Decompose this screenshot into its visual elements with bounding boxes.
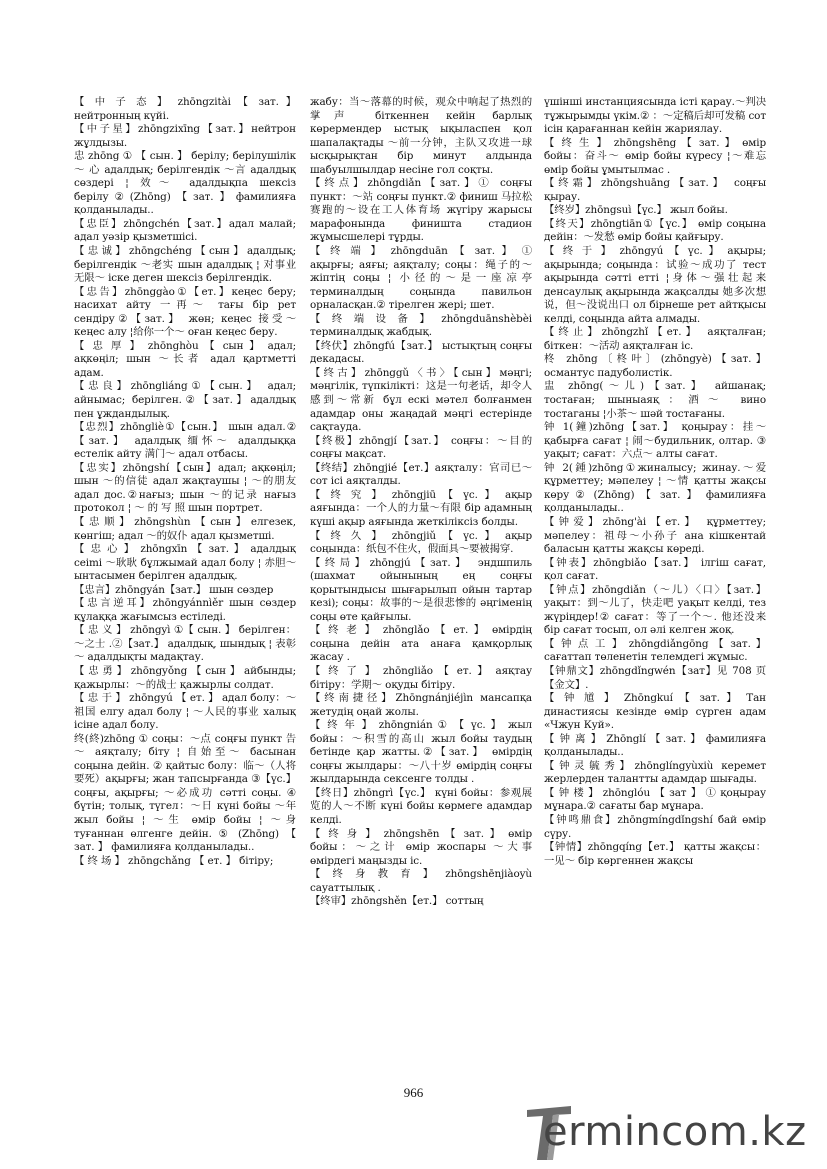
dictionary-entry: 【终天】zhōngtiān①【үс.】 өмір соңына дейін：～发愁 өмір бойы қайғыру. <box>544 217 766 244</box>
dictionary-entry: 盅 zhōng(～儿)【зат.】 айшанақ; тостаған; шыныаяқ：酒～ вино тостаганы ¦小茶～ шәй тостағаны. <box>544 380 766 420</box>
dictionary-entry: 【终极】zhōngjí【зат.】 соңғы：～目的 соңғы мақсат. <box>310 434 532 461</box>
dictionary-entry: 【钟爱】zhōng'ài【ет.】 құрметтеу; мәпелеу：祖母～小孙子 ана кішкентай баласын қатты жақсы көреді. <box>544 515 766 556</box>
dictionary-entry: 忠 zhōng ① 【 сын. 】 берілу; берілушілік ～ 心 адалдық; берілгендік ～言 адалдық сөздері ¦ 效～ адалдықпа шексіз берілу②(Zhōng)【зат.】фамилияға қолданылады.. <box>74 150 296 217</box>
dictionary-entry: 【 终 场 】 zhōngchǎng 【 ет. 】 бітіру; <box>74 854 274 867</box>
dictionary-entry: 【钟情】zhōngqíng【ет.】 қатты жақсы：一见～ бір көргеннен жақсы <box>544 841 766 867</box>
dictionary-entry: 【终结】zhōngjié【ет.】аяқталу：官司已～ сот ісі аяқталды. <box>310 461 532 488</box>
dictionary-entry: 【忠顺】zhōngshùn【сын】елгезек, көнгіш; адал ～的奴仆 адал қызметші. <box>74 515 296 542</box>
dictionary-entry: 【 钟 点 工 】 zhōngdiǎngōng 【 зат. 】 сағаттап төленетін телемдегі жұмыс. <box>544 637 766 664</box>
dictionary-entry: 【终止】zhōngzhǐ【ет.】 аяқталған; біткен：～活动 аяқталған іс. <box>544 326 766 352</box>
dictionary-entry: 柊 zhōng〔柊叶〕(zhōngyè)【зат.】 османтус падуболистік. <box>544 353 766 379</box>
dictionary-entry: 【 忠 心 】 zhōngxīn 【 зат. 】 адалдық сеimі ～耿耿 бұлжымай адал болу ¦ 赤胆～ ынтасымен берілген адалдық. <box>74 543 296 583</box>
column-right <box>544 96 766 1064</box>
dictionary-entry: 【终岁】zhōngsuì【үс.】 жыл бойы. <box>544 204 728 217</box>
dictionary-entry: 【 忠 义 】 zhōngyì ①【 сын. 】 берілген：～之士 .②【зат.】 адалдық, шындық ¦ 表彰～ адалдықты мадақтау. <box>74 624 296 664</box>
dictionary-entry: 【钟鸣鼎食】zhōngmíngdǐngshí бай өмір сүру. <box>544 813 766 840</box>
dictionary-entry: 【终伏】zhōngfú【зат.】 ыстықтың соңғы декадасы. <box>310 339 532 366</box>
column-middle <box>310 96 532 1064</box>
dictionary-entry: 终(終)zhōng ① соңы：～点 соңғы пункт 告～ аяқталу; біту ¦ 自始至～ басынан соңына дейін. ② қайтыс болу：临～（人将要死）ақырғы; жан тапсырғанда ③【үс.】 соңғы, ақырғы; ～必成功 сәтті соңы. ④ бүтін; толық, түгел：～日 күні бойы ～年 жыл бойы ¦ ～生 өмір бойы ¦ ～身 туғаннан өлгенге дейін. ⑤ (Zhōng) 【 зат. 】 фамилияға қолданылады.. <box>74 732 296 854</box>
dictionary-entry: 【 终 究 】 zhōngjiū 【 үс. 】 ақыр аяғында：一个人的力量～有限 бір адамның күші ақыр аяғында жеткіліксіз болды. <box>310 488 532 528</box>
dictionary-entry: 【 终 身 】 zhōngshēn 【 зат. 】 өмір бойы：～之计 өмір жоспары ～大事 өмірдегі маңызды іс. <box>310 827 532 867</box>
dictionary-entry: 钟 2(鍾)zhōng①жиналысу; жинау.～爱 құрметтеу; мәпелеу ¦ ～情 қатты жақсы көру ② (Zhōng) 【 зат. 】 фамилияға қолданылады.. <box>544 461 766 515</box>
dictionary-entry: 【 终 端 】 zhōngduān 【 зат. 】 ① ақырғы; аяғы; аяқталу; соңы：绳子的～ жіптің соңы ¦ 小径的～是一座凉亭 терминалдың соңында павильон орналасқан.② тірелген жері; шет. <box>310 245 532 312</box>
dictionary-entry: 【终局】zhōngjú【зат.】 эндшпиль (шахмат ойынының ең соңғы қорытындысы шығарылып ойын тартар кезі); соңы：故事的～是很悲惨的 әңгіменің соңы өте қайғылы. <box>310 556 532 623</box>
dictionary-entry: 【终审】zhōngshěn【ет.】 соттың <box>310 895 484 908</box>
dictionary-entry: 【忠言逆耳】zhōngyánnìěr шын сөздер құлаққа жағымсыз естіледі. <box>74 597 296 623</box>
dictionary-entry: 【终日】zhōngrì【үс.】 күні бойы：参观展览的人～不断 күні бойы көрмеге адамдар келді. <box>310 786 532 826</box>
dictionary-entry: 【 终 生 】 zhōngshēng 【 зат. 】 өмір бойы：奋斗～ өмір бойы күресу ¦～难忘 өмір бойы ұмытылмас . <box>544 136 766 176</box>
dictionary-entry: 【忠臣】zhōngchén【зат.】адал малай; адал уәзір қызметшісі. <box>74 217 296 244</box>
logo-text: ermincom.kz <box>543 1109 807 1155</box>
dictionary-entry: 【钟点】zhōngdiǎn（～儿）〈口〉【зат.】 уақыт：到～儿了，快走吧 уақыт келді, тез жүріңдер!② сағат：等了一个～. 他还没来 бір сағат тосып, ол әлі келген жоқ. <box>544 583 766 637</box>
dictionary-entry: 【忠诚】zhōngchéng【сын】адалдық; берілгендік ～老实 шын адалдық ¦ 对事业无限～ іске деген шексіз берілгендік. <box>74 245 296 285</box>
dictionary-entry: 【忠言】zhōngyán【зат.】 шын сөздер <box>74 583 274 596</box>
dictionary-entry: 【 终 了 】 zhōngliǎo 【 ет. 】 аяқтау бітіру：学期～ оқуды бітіру. <box>310 664 532 691</box>
dictionary-entry: 【钟楼】zhōnglóu【зат】①қоңырау мұнара.② сағаты бар мұнара. <box>544 786 766 813</box>
dictionary-entry: 【忠实】zhōngshí【сын】адал; ақкөңіл; шын ～的信徒 адал жақтаушы ¦ ～的朋友 адал дос.②нағыз; шын ～的记录 нағыз протокол ¦ ～ 的 写 照 шын портрет. <box>74 461 296 515</box>
dictionary-entry: 【钟鼎文】zhōngdǐngwén【зат】见 708 页【金文】. <box>544 664 766 691</box>
column-left <box>74 96 296 1064</box>
dictionary-entry: 【忠烈】zhōngliè①【сын.】 шын адал.②【зат.】 адалдық 缅怀～ адалдыққа естелік айту 满门～ адал отбасы. <box>74 421 296 461</box>
dictionary-entry: 【 钟 离 】 Zhōnglí 【 зат. 】 фамилияға қолданылады.. <box>544 732 766 759</box>
dictionary-entry: 【 终 身 教 育 】 zhōngshēnjiàoyù сауаттылық . <box>310 868 532 894</box>
dictionary-entry: 【 终 端 设 备 】 zhōngduānshèbèi терминалдық жабдық. <box>310 312 532 339</box>
dictionary-entry: 【终南捷径】Zhōngnánjiéjìn мансапқа жетудің оңай жолы. <box>310 692 532 718</box>
dictionary-entry: 【终霜】zhōngshuāng【зат.】 соңғы қырау. <box>544 177 766 203</box>
dictionary-entry: жабу：当～落幕的时候，观众中响起了热烈的掌声 біткеннен кейін барлық көрермендер ыстық ықыласпен қол шапалақтады ～前一分钟，主队又攻进一球 ысқырықтан бір минут алдында шабуылшылдар несіне гол соқты. <box>310 96 532 176</box>
dictionary-entry: 【中子星】zhōngzixīng【зат.】нейтрон жұлдызы. <box>74 123 296 149</box>
dictionary-entry: 【钟灵毓秀】zhōnglíngyùxiù керемет жерлерден талантты адамдар шығады. <box>544 759 766 786</box>
page-number: 966 <box>403 1085 424 1100</box>
dictionary-entry: үшінші инстанциясында істі қарау.～判决 тұжырымды үкім.② ：～定稿后却可发稿 сот ісін қарағаннан кейін жариялау. <box>544 96 766 136</box>
dictionary-entry: 【 忠 厚 】 zhōnghòu 【 сын 】 адал; ақкөңіл; шын ～长者 адал қартметті адам. <box>74 339 296 379</box>
termincom-logo <box>525 1104 815 1162</box>
dictionary-entry: 【忠良】zhōngliáng①【сын.】 адал; айнымас; берілген.②【зат.】адалдық пен ұждандылық. <box>74 380 296 420</box>
dictionary-entry: 【 中 子 态 】 zhōngzitài 【 зат. 】 нейтронның күйі. <box>74 96 296 122</box>
dictionary-entry: 【钟表】zhōngbiǎo【зат.】 ілгіш сағат, қол сағат. <box>544 556 766 583</box>
dictionary-entry: 【忠告】zhōnggào①【ет.】кеңес беру; насихат айту 一再～ тағы бір рет сендіру②【зат.】 жөн; кеңес 接受～ кеңес алу ¦给你一个～ оған кеңес беру. <box>74 285 296 339</box>
dictionary-entry: 【 终 年 】 zhōngnián ① 【 үс. 】 жыл бойы：～积雪的高山 жыл бойы таудың бетінде қар жатты.②【зат.】 өмірдің соңғы жылдары：～八十岁 өмірдің соңғы жылдарында сексенге толды . <box>310 719 532 786</box>
dictionary-entry: 【终古】zhōnggǔ〈书〉【сын】мәңгі; мәңгілік, түпкілікті：这是一句老话，却令人感到～常新 бұл ескі мәтел болғанмен адамдар оны жаңадай мәңгі естерінде сақтауда. <box>310 366 532 434</box>
dictionary-entry: 【 钟 馗 】 Zhōngkuí 【 зат. 】 Тан династиясы кезінде өмір сүрген адам «Чжун Куй». <box>544 692 766 732</box>
dictionary-entry: 【忠勇】zhōngyǒng【сын】айбынды; қажырлы：～的战士 қажырлы солдат. <box>74 664 296 691</box>
dictionary-entry: 【 终 于 】 zhōngyú 【 үс. 】 ақыры; ақырында; соңында：试验～成功了 тест ақырында сәтті етті ¦身体～强壮起来 денсаулық ақырында жақсалды 她多次想说，但～没说出口 ол бірнеше рет айтқысы келді, соңында айта алмады. <box>544 245 766 325</box>
dictionary-page <box>74 96 764 1066</box>
dictionary-entry: 【 终 老 】 zhōnglǎo 【 ет. 】 өмірдің соңына дейін ата анаға қамқорлық жасау . <box>310 624 532 664</box>
dictionary-entry: 【终点】zhōngdiǎn【зат.】① соңғы пункт：～站 соңғы пункт.② финиш 马拉松赛跑的～设在工人体育场 жүгіру жарысы марафонында финишта стадион жұмысшелері тұрды. <box>310 177 532 244</box>
dictionary-entry: 【 终 久 】 zhōngjiǔ 【 үс. 】 ақыр соңында：纸包不住火，假面具～要被揭穿. <box>310 529 532 556</box>
dictionary-entry: 钟 1(鐘)zhōng【зат.】 қоңырау：挂～ қабырға сағат ¦ 闹～будильник, олтар. ③ уақыт; сағат：六点～ алты сағат. <box>544 421 766 461</box>
dictionary-entry: 【 忠 于 】 zhōngyú 【 ет. 】 адал болу：～祖国 елгу адал болу ¦ ～人民的事业 халық ісіне адал болу. <box>74 692 296 732</box>
